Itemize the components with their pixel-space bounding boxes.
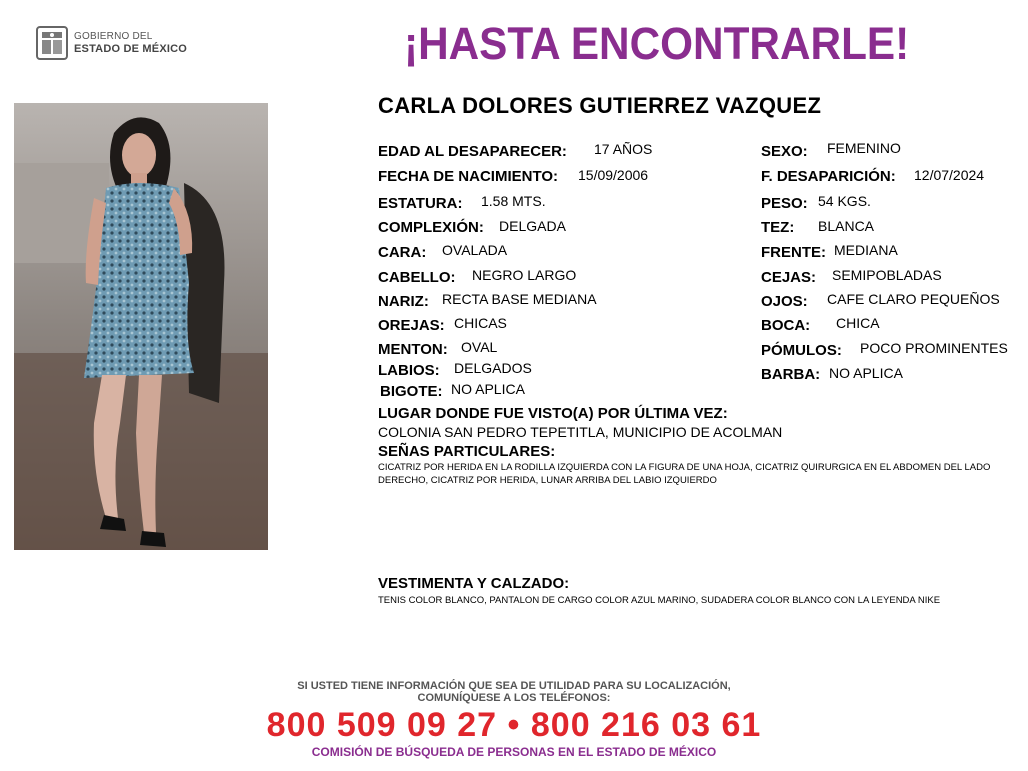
field-label: FRENTE: [761,244,826,261]
field-sexo [761,143,808,161]
info-line1: SI USTED TIENE INFORMACIÓN QUE SEA DE UTILIDAD PARA SU LOCALIZACIÓN, [297,680,731,692]
field-boca [761,317,810,335]
field-pomulos [761,342,842,360]
field-barba [761,366,820,384]
field-label: MENTON: [378,341,448,358]
field-label: SEXO: [761,143,808,160]
state-seal-icon [36,26,68,60]
last-seen-value: COLONIA SAN PEDRO TEPETITLA, MUNICIPIO DE ACOLMAN [378,424,783,440]
field-labios-value: DELGADOS [454,360,532,376]
field-ojos [761,293,808,311]
field-frente [761,244,826,262]
field-label: COMPLEXIÓN: [378,219,484,236]
field-tez-value: BLANCA [818,218,875,234]
field-menton-value: OVAL [461,339,498,355]
gov-line2: ESTADO DE MÉXICO [74,43,188,55]
field-ojos-value: CAFE CLARO PEQUEÑOS [827,291,1000,307]
field-label: OJOS: [761,293,808,310]
field-label: CARA: [378,244,427,261]
person-name: CARLA DOLORES GUTIERREZ VAZQUEZ [378,93,822,118]
field-fecha-nacimiento-value: 15/09/2006 [578,167,649,183]
field-nariz [378,293,429,311]
field-boca-value: CHICA [836,315,880,331]
field-label: PESO: [761,195,808,212]
field-label: LABIOS: [378,362,440,379]
marks-label: SEÑAS PARTICULARES: [378,443,556,460]
field-cara [378,244,426,262]
clothing-label: VESTIMENTA Y CALZADO: [378,575,570,592]
field-estatura-value: 1.58 MTS. [481,193,546,209]
government-logo [36,26,187,60]
field-label: BIGOTE: [380,383,443,400]
field-complexion-value: DELGADA [499,218,566,234]
field-frente-value: MEDIANA [834,242,898,258]
field-cabello [378,269,456,287]
info-line2: COMUNÍQUESE A LOS TELÉFONOS: [417,692,611,704]
last-seen-label: LUGAR DONDE FUE VISTO(A) POR ÚLTIMA VEZ: [378,405,728,422]
field-pomulos-value: POCO PROMINENTES [860,340,1008,356]
field-label: BARBA: [761,366,821,383]
field-barba-value: NO APLICA [829,365,903,381]
field-f-desaparicion-value: 12/07/2024 [914,167,985,183]
field-orejas-value: CHICAS [454,315,507,331]
field-label: OREJAS: [378,317,445,334]
field-label: F. DESAPARICIÓN: [761,168,896,185]
field-tez [761,219,794,237]
contact-info [0,680,1028,704]
field-label: TEZ: [761,219,795,236]
field-sexo-value: FEMENINO [827,140,901,156]
field-label: PÓMULOS: [761,342,842,359]
field-complexion [378,219,484,237]
field-cejas-value: SEMIPOBLADAS [832,267,942,283]
field-cejas [761,269,816,287]
field-cara-value: OVALADA [442,242,508,258]
field-edad [378,143,567,161]
missing-person-photo [14,103,268,550]
clothing-value: TENIS COLOR BLANCO, PANTALON DE CARGO COLOR AZUL MARINO, SUDADERA COLOR BLANCO CON LA LEYENDA NIKE [378,595,941,606]
field-peso [761,195,808,213]
field-label: CEJAS: [761,269,817,286]
phone-numbers: 800 509 09 27 • 800 216 03 61 [266,706,762,744]
field-peso-value: 54 KGS. [818,193,871,209]
headline: ¡HASTA ENCONTRARLE! [404,18,910,69]
field-orejas [378,317,445,335]
field-labios [378,362,440,380]
field-label: ESTATURA: [378,195,463,212]
field-label: BOCA: [761,317,811,334]
field-fecha-nacimiento [378,168,558,186]
field-f-desaparicion [761,168,896,186]
commission-name: COMISIÓN DE BÚSQUEDA DE PERSONAS EN EL ESTADO DE MÉXICO [311,745,717,759]
field-estatura [378,195,462,213]
gov-line1: GOBIERNO DEL [74,31,153,42]
field-bigote-value: NO APLICA [451,381,525,397]
field-label: CABELLO: [378,269,456,286]
field-label: EDAD AL DESAPARECER: [378,143,567,160]
field-menton [378,341,448,359]
field-label: FECHA DE NACIMIENTO: [378,168,558,185]
marks-value: CICATRIZ POR HERIDA EN LA RODILLA IZQUIERDA CON LA FIGURA DE UNA HOJA, CICATRIZ QUIRURGICA EN EL ABDOMEN DEL LADO DERECHO, CICATRIZ POR HERIDA, LUNAR ARRIBA DEL LABIO IZQUIERDO [378,462,991,486]
field-bigote [380,383,443,401]
field-cabello-value: NEGRO LARGO [472,267,577,283]
field-nariz-value: RECTA BASE MEDIANA [442,291,597,307]
field-label: NARIZ: [378,293,429,310]
field-edad-value: 17 AÑOS [594,141,653,157]
